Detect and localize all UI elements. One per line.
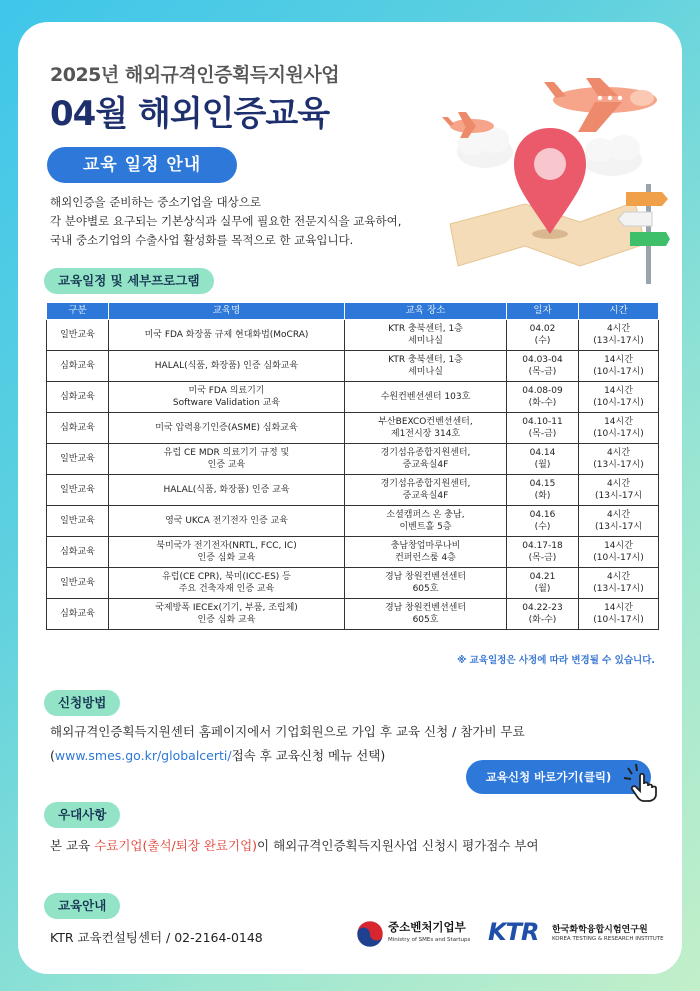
place-cell [345,320,507,351]
cell-line: 14시간 [604,355,633,365]
cell-line: (월) [534,460,551,470]
type-cell: 심화교육 [47,413,109,444]
schedule-notice: ※ 교육일정은 사정에 따라 변경될 수 있습니다. [457,655,655,666]
ktr-english-name: KOREA TESTING & RESEARCH INSTITUTE [552,936,664,942]
table-row [47,568,659,599]
intro-line: 해외인증을 준비하는 중소기업을 대상으로 [50,195,261,209]
time-cell [579,475,659,506]
place-cell [345,599,507,630]
cell-line: 04.02 [529,324,556,334]
time-cell [579,506,659,537]
place-cell [345,537,507,568]
mss-emblem-icon [356,920,384,948]
apply-description: 해외규격인증획득지원센터 홈페이지에서 기업회원으로 가입 후 교육 신청 / 참가비 무료 [50,724,525,739]
cell-line: 미국 FDA 화장품 규제 현대화법(MoCRA) [144,330,309,340]
cell-line: (13시-17시) [593,336,644,346]
travel-illustration [430,74,670,294]
cell-line: 14시간 [604,541,633,551]
cell-line: 이벤트홀 5층 [399,522,452,532]
type-cell: 심화교육 [47,351,109,382]
program-subtitle: 2025년 해외규격인증획득지원사업 [50,64,340,86]
cell-line: KTR 충북센터, 1층 [388,355,463,365]
benefit-description [50,836,539,854]
cell-line: 14시간 [604,386,633,396]
type-cell: 심화교육 [47,382,109,413]
cell-line: (10시-17시) [593,553,644,563]
cell-line: KTR 충북센터, 1층 [388,324,463,334]
table-row [47,413,659,444]
table-row [47,475,659,506]
ktr-korean-name: 한국화학융합시험연구원 [552,925,648,935]
cell-line: 컨퍼런스룸 4층 [395,553,456,563]
cell-line: (목-금) [528,429,557,439]
cell-line: (월) [534,584,551,594]
date-cell [507,382,579,413]
cell-line: 충남창업마루나비 [390,541,461,551]
cell-line: 14시간 [604,603,633,613]
date-cell [507,351,579,382]
name-cell [109,351,345,382]
cell-line: (10시-17시) [593,398,644,408]
cell-line: 중교육실4F [402,460,449,470]
column-header: 교육 장소 [345,303,507,320]
page-title: 04월 해외인증교육 [50,94,330,134]
cell-line: (목-금) [528,553,557,563]
cell-line: (13시-17시 [594,491,643,501]
cell-line: 소셜캠퍼스 온 충남, [386,510,465,520]
apply-section-label: 신청방법 [44,690,120,716]
table-row [47,382,659,413]
cell-line: 수원컨벤션센터 103호 [380,392,471,402]
intro-line: 각 분야별로 요구되는 기본상식과 실무에 필요한 전문지식을 교육하여, [50,214,402,228]
column-header: 교육명 [109,303,345,320]
paren-open: ( [50,748,55,763]
cell-line: (화-수) [528,398,557,408]
table-header-row [47,303,659,320]
cloud-icon [582,135,642,176]
cell-line: 유럽(CE CPR), 북미(ICC-ES) 등 [162,572,291,582]
intro-line: 국내 중소기업의 수출사업 활성화를 목적으로 한 교육입니다. [50,233,354,247]
column-header: 시간 [579,303,659,320]
time-cell [579,351,659,382]
type-cell: 일반교육 [47,320,109,351]
airplane-icon [544,78,657,132]
schedule-table-body [47,320,659,630]
type-cell: 일반교육 [47,506,109,537]
schedule-table [46,302,659,630]
table-row [47,351,659,382]
cell-line: Software Validation 교육 [172,398,281,408]
name-cell [109,382,345,413]
name-cell [109,413,345,444]
date-cell [507,568,579,599]
date-cell [507,444,579,475]
cell-line: 영국 UKCA 전기전자 인증 교육 [165,516,288,526]
name-cell [109,568,345,599]
type-cell: 심화교육 [47,599,109,630]
cell-line: 미국 압력용기인증(ASME) 심화교육 [155,423,298,433]
cell-line: (13시-17시) [593,584,644,594]
name-cell [109,599,345,630]
cell-line: 4시간 [606,448,631,458]
time-cell [579,599,659,630]
type-cell: 일반교육 [47,444,109,475]
cell-line: 세미나실 [408,367,443,377]
apply-url-line [50,746,385,764]
cell-line: 04.14 [529,448,556,458]
cell-line: 605호 [412,615,439,625]
cell-line: 주요 건축자재 인증 교육 [178,584,275,594]
cell-line: 04.03-04 [522,355,563,365]
cell-line: 미국 FDA 의료기기 [188,386,265,396]
schedule-section-label: 교육일정 및 세부프로그램 [44,268,214,294]
name-cell [109,475,345,506]
cell-line: (13시-17시) [593,460,644,470]
cell-line: 북미국가 전기전자(NRTL, FCC, IC) [156,541,297,551]
table-row [47,537,659,568]
contact-info: KTR 교육컨설팅센터 / 02-2164-0148 [50,930,263,945]
place-cell [345,568,507,599]
table-row [47,506,659,537]
cell-line: 04.10-11 [522,417,563,427]
apply-url-link[interactable]: www.smes.go.kr/globalcerti/ [54,748,232,763]
cell-line: (목-금) [528,367,557,377]
table-row [47,320,659,351]
name-cell [109,320,345,351]
name-cell [109,537,345,568]
cell-line: 4시간 [606,572,631,582]
apply-shortcut-button[interactable]: 교육신청 바로가기(클릭) [466,760,651,794]
date-cell [507,475,579,506]
benefit-pre: 본 교육 [50,838,95,853]
time-cell [579,320,659,351]
place-cell [345,444,507,475]
apply-url-rest: 접속 후 교육신청 메뉴 선택) [231,748,386,763]
benefit-post: 이 해외규격인증획득지원사업 신청시 평가점수 부여 [257,838,539,853]
place-cell [345,382,507,413]
date-cell [507,506,579,537]
mss-name: 중소벤처기업부 [388,920,466,934]
cell-line: (13시-17시 [594,522,643,532]
cell-line: 인증 교육 [207,460,246,470]
cell-line: 국제방폭 IECEx(기기, 부품, 조립체) [155,603,298,613]
benefit-highlight: 수료기업(출석/퇴장 완료기업) [94,838,258,853]
cell-line: 04.22-23 [522,603,563,613]
cell-line: 4시간 [606,479,631,489]
cell-line: (화) [534,491,551,501]
cell-line: 경남 창원컨벤션센터 [384,603,467,613]
benefit-section-label: 우대사항 [44,802,120,828]
cell-line: 605호 [412,584,439,594]
guide-section-label: 교육안내 [44,893,120,919]
cell-line: 경기섬유종합지원센터, [380,479,471,489]
mss-english-name: Ministry of SMEs and Startups [388,937,471,943]
cell-line: (화-수) [528,615,557,625]
cell-line: 04.17-18 [522,541,563,551]
time-cell [579,568,659,599]
name-cell [109,444,345,475]
name-cell [109,506,345,537]
time-cell [579,382,659,413]
cell-line: 중교육실4F [402,491,449,501]
cell-line: HALAL(식품, 화장품) 인증 교육 [163,485,290,495]
schedule-intro-badge: 교육 일정 안내 [47,147,237,183]
type-cell: 일반교육 [47,475,109,506]
place-cell [345,413,507,444]
date-cell [507,413,579,444]
place-cell [345,351,507,382]
time-cell [579,444,659,475]
cell-line: (수) [534,522,551,532]
table-row [47,444,659,475]
column-header: 구분 [47,303,109,320]
type-cell: 심화교육 [47,537,109,568]
cell-line: 부산BEXCO컨벤션센터, [378,417,473,427]
cell-line: 유럽 CE MDR 의료기기 규정 및 [163,448,290,458]
cell-line: 4시간 [606,510,631,520]
ktr-mark: KTR [488,918,539,946]
cell-line: (10시-17시) [593,367,644,377]
type-cell: 일반교육 [47,568,109,599]
place-cell [345,506,507,537]
date-cell [507,320,579,351]
cell-line: 경남 창원컨벤션센터 [384,572,467,582]
hand-pointer-icon [622,762,666,802]
cell-line: 경기섬유종합지원센터, [380,448,471,458]
cell-line: HALAL(식품, 화장품) 인증 심화교육 [154,361,299,371]
place-cell [345,475,507,506]
date-cell [507,537,579,568]
column-header: 일자 [507,303,579,320]
intro-text [50,193,450,250]
cell-line: (10시-17시) [593,615,644,625]
cell-line: (수) [534,336,551,346]
cell-line: 인증 심화 교육 [197,615,256,625]
cell-line: 04.08-09 [522,386,563,396]
cell-line: 04.21 [529,572,556,582]
date-cell [507,599,579,630]
time-cell [579,537,659,568]
table-row [47,599,659,630]
cell-line: 14시간 [604,417,633,427]
cell-line: 제1전시장 314호 [390,429,461,439]
cell-line: 04.15 [529,479,556,489]
cell-line: 인증 심화 교육 [197,553,256,563]
cell-line: 04.16 [529,510,556,520]
cell-line: 4시간 [606,324,631,334]
cell-line: 세미나실 [408,336,443,346]
time-cell [579,413,659,444]
cell-line: (10시-17시) [593,429,644,439]
